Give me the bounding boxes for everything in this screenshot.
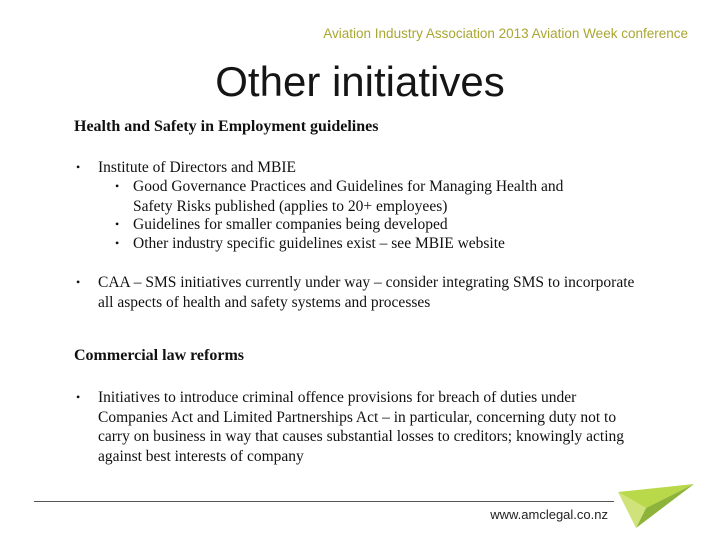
bullet-dot: •	[115, 179, 120, 193]
bullet-text: CAA – SMS initiatives currently under way – consider integrating SMS to incorporate all aspects of health and safety systems and processes	[98, 274, 635, 311]
bullet-institute-directors	[76, 158, 658, 178]
section-heading-health-safety: Health and Safety in Employment guidelines	[74, 118, 379, 135]
bullet-dot: •	[76, 275, 81, 289]
section-heading-commercial-law: Commercial law reforms	[74, 347, 245, 364]
sub-bullet-industry-guidelines	[115, 234, 603, 254]
footer-url: www.amclegal.co.nz	[490, 507, 608, 522]
bullet-dot: •	[115, 217, 120, 231]
bullet-text: Guidelines for smaller companies being developed	[133, 216, 448, 233]
slide-title: Other initiatives	[215, 58, 505, 105]
paper-plane-logo-icon	[616, 482, 696, 530]
sub-bullet-governance	[115, 177, 603, 216]
conference-header: Aviation Industry Association 2013 Aviation Week conference	[323, 26, 688, 41]
footer-divider	[34, 501, 614, 502]
bullet-text: Good Governance Practices and Guidelines for Managing Health and Safety Risks published (applies to 20+ employees)	[133, 178, 564, 215]
sub-bullet-smaller-companies	[115, 215, 603, 235]
bullet-text: Institute of Directors and MBIE	[98, 159, 297, 176]
bullet-text: Initiatives to introduce criminal offence provisions for breach of duties under Companies Act and Limited Partnerships Act – in particular, concerning duty not to carry on business in way that causes substantial losses to creditors; knowingly acting against best interests of company	[98, 389, 625, 465]
bullet-text: Other industry specific guidelines exist – see MBIE website	[133, 235, 505, 252]
bullet-dot: •	[115, 236, 120, 250]
bullet-dot: •	[76, 390, 81, 404]
bullet-criminal-offence	[76, 388, 638, 466]
bullet-caa-sms	[76, 273, 638, 312]
bullet-dot: •	[76, 160, 81, 174]
